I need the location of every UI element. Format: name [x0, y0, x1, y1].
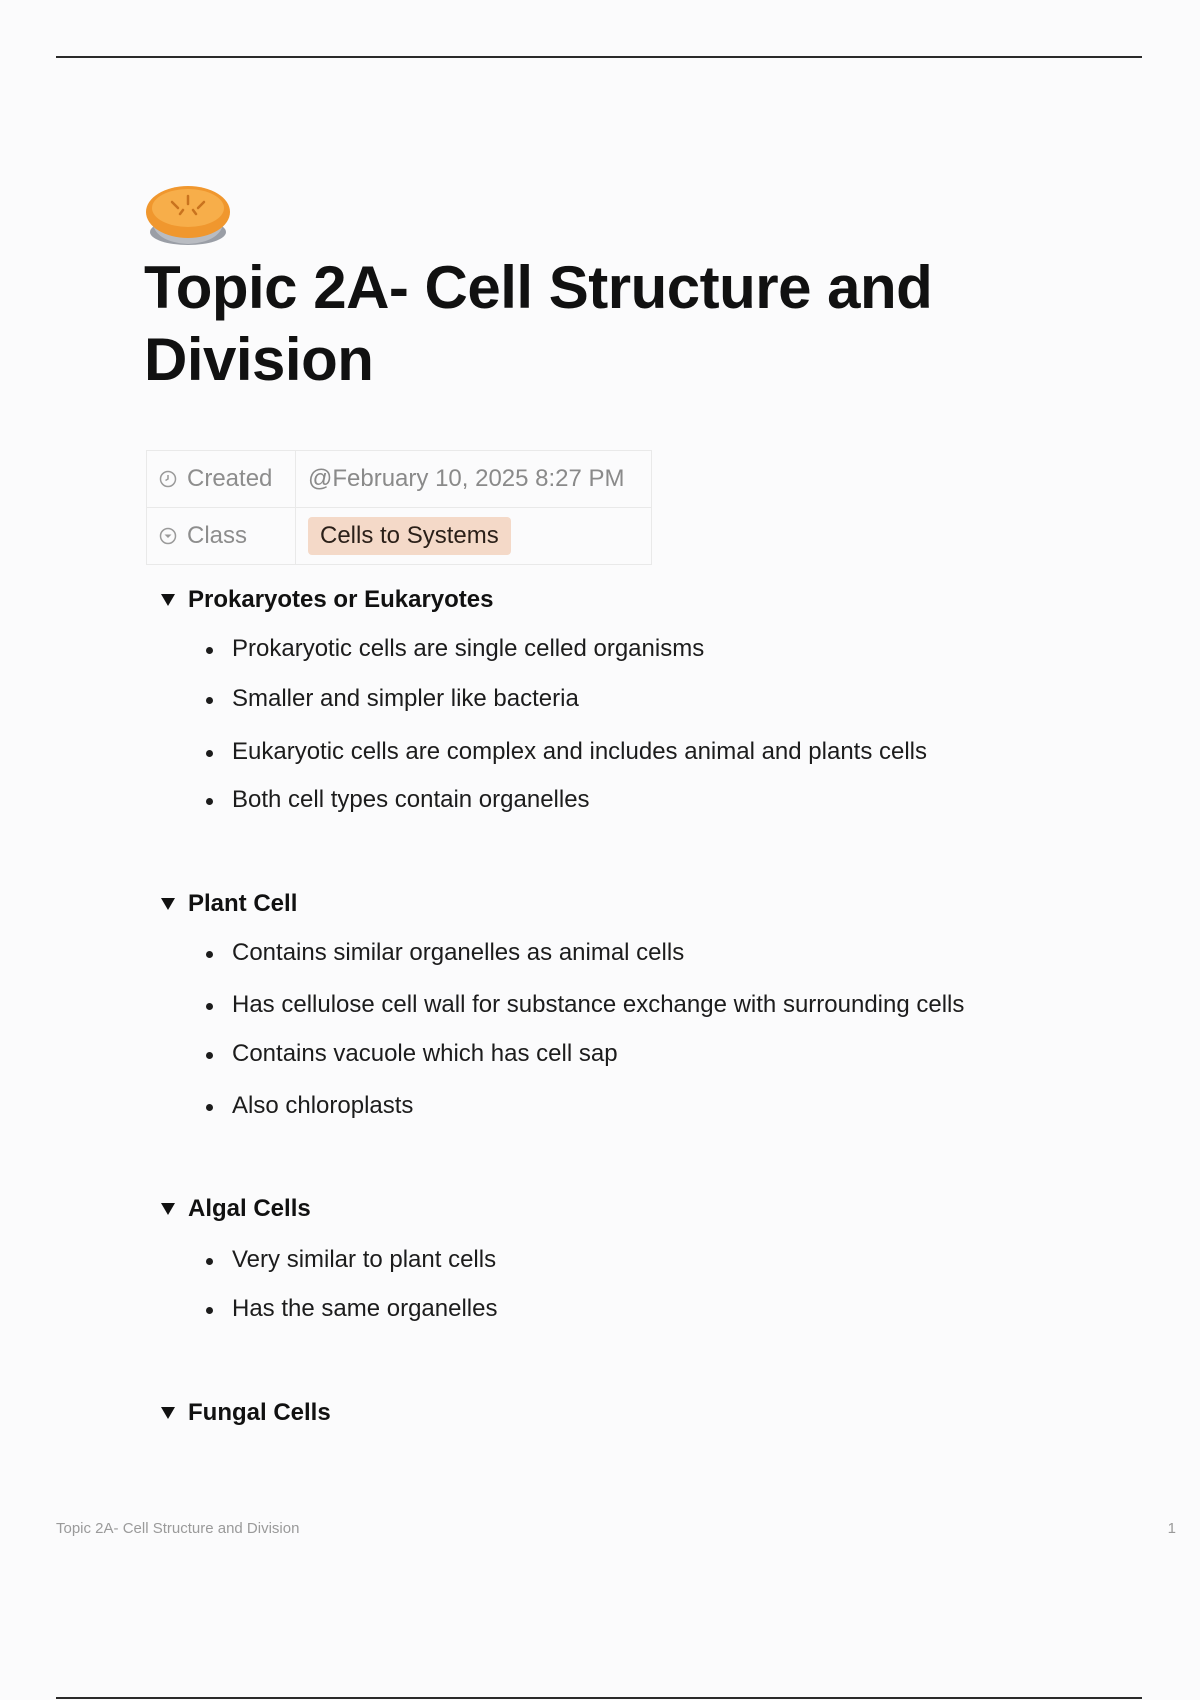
bullet-icon: [206, 1258, 213, 1265]
caret-down-icon[interactable]: [160, 1406, 176, 1420]
toggle-algal-cells: Algal Cells Very similar to plant cells Has the same organelles: [160, 1194, 311, 1224]
toggle-heading[interactable]: [160, 1398, 331, 1428]
property-row-class: [147, 508, 652, 565]
toggle-heading-label: Algal Cells: [188, 1195, 311, 1222]
toggle-heading[interactable]: [160, 585, 493, 615]
caret-down-icon[interactable]: [160, 1202, 176, 1216]
bullet-icon: [206, 798, 213, 805]
toggle-heading[interactable]: [160, 1194, 311, 1224]
property-row-created: [147, 451, 652, 508]
property-label: Class: [187, 522, 248, 549]
class-tag[interactable]: Cells to Systems: [308, 517, 511, 555]
pie-icon: [144, 180, 234, 250]
toggle-plant-cell: Plant Cell Contains similar organelles as animal cells Has cellulose cell wall for substance exchange with surrounding cells Contains vacuole which has cell sap Also chloroplasts: [160, 889, 297, 919]
bullet-icon: [206, 1003, 213, 1010]
toggle-heading[interactable]: [160, 889, 297, 919]
bullet-icon: [206, 1104, 213, 1111]
bullet-icon: [206, 951, 213, 958]
page-title: Topic 2A- Cell Structure and Division: [144, 254, 933, 393]
caret-down-icon[interactable]: [160, 593, 176, 607]
bottom-divider: [56, 1697, 1142, 1699]
toggle-prokaryotes-eukaryotes: Prokaryotes or Eukaryotes Prokaryotic cells are single celled organisms Smaller and simpler like bacteria Eukaryotic cells are complex and includes animal and plants cells Both cell types contain organelles: [160, 585, 493, 615]
clock-icon: [159, 470, 177, 488]
top-divider: [56, 56, 1142, 58]
bullet-icon: [206, 1307, 213, 1314]
toggle-heading-label: Plant Cell: [188, 890, 298, 917]
bullet-icon: [206, 647, 213, 654]
toggle-heading-label: Fungal Cells: [188, 1399, 331, 1426]
property-label: Created: [187, 465, 273, 492]
select-icon: [159, 527, 177, 545]
toggle-heading-label: Prokaryotes or Eukaryotes: [188, 586, 494, 613]
footer-page-number: 1: [1167, 1520, 1176, 1537]
properties-table: [146, 450, 652, 565]
toggle-fungal-cells: [160, 1398, 331, 1428]
created-date-value[interactable]: @February 10, 2025 8:27 PM: [296, 451, 652, 508]
caret-down-icon[interactable]: [160, 897, 176, 911]
bullet-icon: [206, 697, 213, 704]
bullet-icon: [206, 750, 213, 757]
bullet-icon: [206, 1052, 213, 1059]
footer-document-title: Topic 2A- Cell Structure and Division: [56, 1520, 300, 1537]
